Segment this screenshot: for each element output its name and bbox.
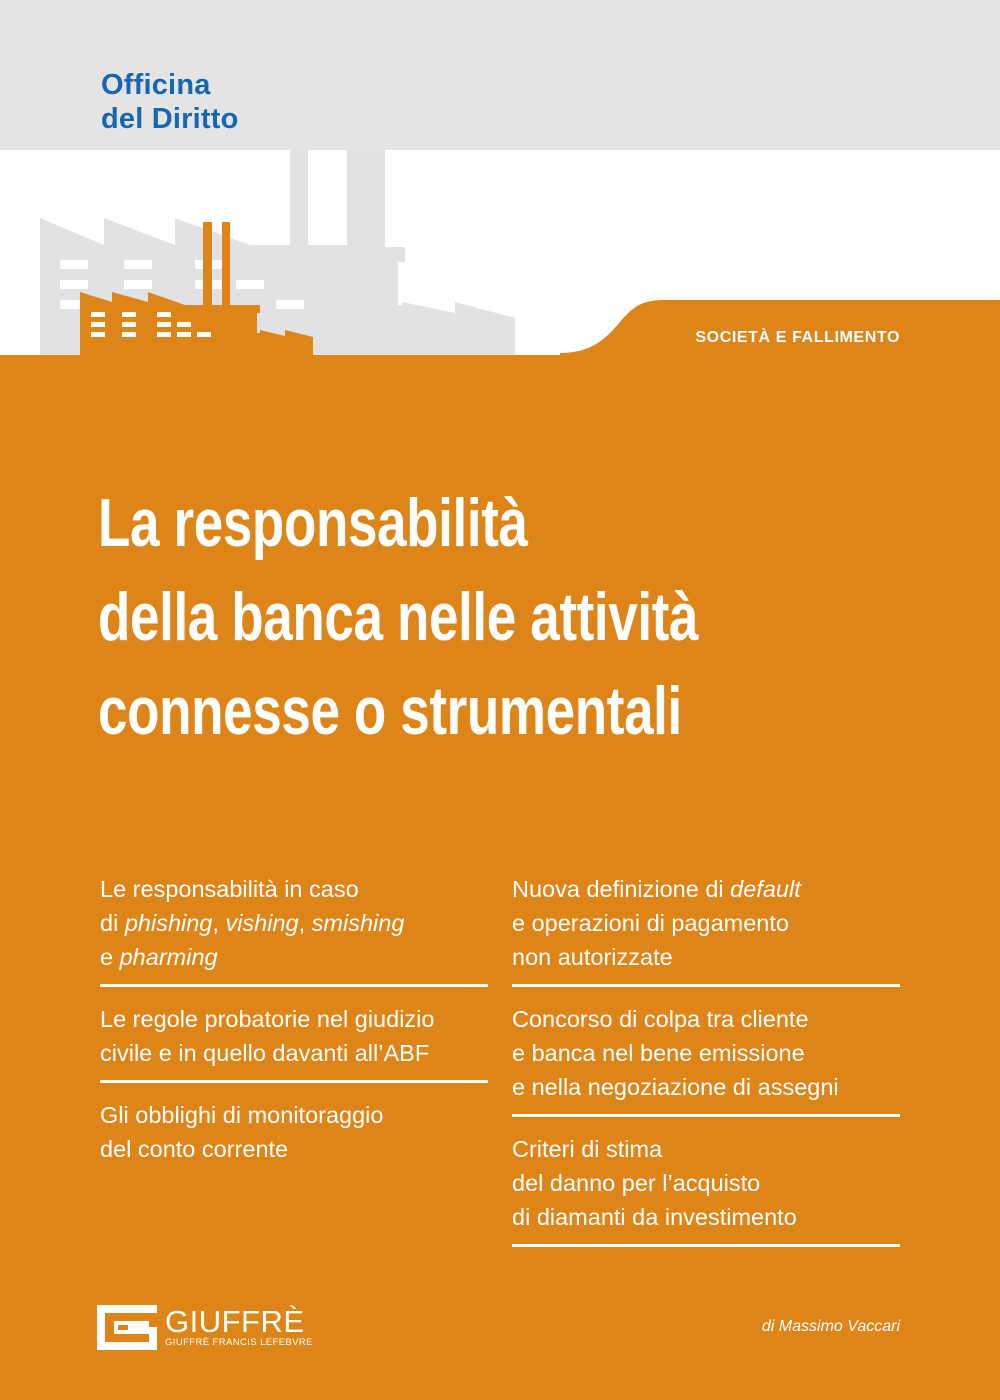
topic-item <box>100 1002 488 1080</box>
topic-line: Le responsabilità in caso <box>100 876 359 902</box>
topic-item <box>100 872 488 984</box>
topic-line: Gli obblighi di monitoraggio <box>100 1102 384 1128</box>
topic-line: del danno per l’acquisto <box>512 1170 761 1196</box>
publisher-subtitle: GIUFFRÈ FRANCIS LEFEBVRE <box>165 1336 313 1348</box>
series-title-line-1: Officina <box>101 69 211 101</box>
topic-text-italic: pharming <box>119 944 218 970</box>
divider <box>512 1114 900 1117</box>
topic-line: non autorizzate <box>512 944 673 970</box>
topic-line: Le regole probatorie nel giudizio <box>100 1006 435 1032</box>
topic-line: del conto corrente <box>100 1136 289 1162</box>
topic-text: , <box>212 910 226 936</box>
topic-line <box>512 872 900 906</box>
topic-text-italic: smishing <box>311 910 405 936</box>
topic-item <box>512 1002 900 1114</box>
series-title <box>101 68 239 136</box>
book-title-line-1: La responsabilità <box>98 485 528 561</box>
topic-item <box>100 1098 488 1176</box>
divider <box>512 984 900 987</box>
topic-line: e operazioni di pagamento <box>512 910 789 936</box>
giuffre-square-g-logo-icon <box>97 1305 157 1350</box>
topic-line <box>100 940 488 974</box>
publisher-name: GIUFFRÈ <box>165 1303 305 1339</box>
book-title <box>98 476 698 758</box>
topic-line <box>100 906 488 940</box>
topics-column-left <box>100 872 488 1262</box>
book-title-line-2: della banca nelle attività <box>98 579 699 655</box>
book-title-line-3: connesse o strumentali <box>98 673 682 749</box>
topic-item <box>512 1132 900 1244</box>
publisher-logo <box>97 1305 313 1350</box>
topic-line: di diamanti da investimento <box>512 1204 797 1230</box>
divider <box>100 1080 488 1083</box>
divider <box>512 1244 900 1247</box>
factory-skyline-icon <box>0 140 1000 390</box>
topic-text-italic: vishing <box>225 910 299 936</box>
topic-line: e banca nel bene emissione <box>512 1040 805 1066</box>
topic-text: e <box>100 944 120 970</box>
author: di Massimo Vaccari <box>761 1318 900 1335</box>
series-title-line-2: del Diritto <box>101 103 239 135</box>
topics-column-right <box>512 872 900 1262</box>
topic-text: Nuova definizione di <box>512 876 731 902</box>
topic-text: di <box>100 910 125 936</box>
topic-text: , <box>298 910 312 936</box>
topic-line: civile e in quello davanti all’ABF <box>100 1040 430 1066</box>
topic-item <box>512 872 900 984</box>
topic-text-italic: default <box>730 876 801 902</box>
topic-line: Concorso di colpa tra cliente <box>512 1006 809 1032</box>
divider <box>100 984 488 987</box>
category-label: SOCIETÀ E FALLIMENTO <box>695 329 900 346</box>
topic-line: Criteri di stima <box>512 1136 663 1162</box>
topics-list <box>100 872 900 1262</box>
topic-line: e nella negoziazione di assegni <box>512 1074 839 1100</box>
topic-text-italic: phishing <box>124 910 213 936</box>
